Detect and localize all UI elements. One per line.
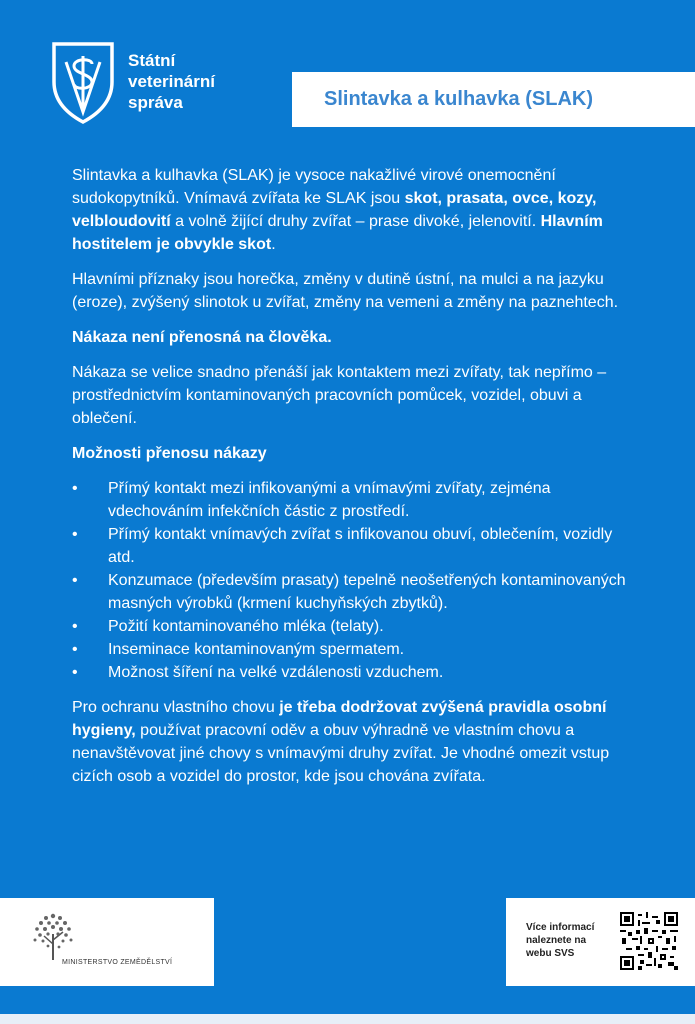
more-info-box — [506, 898, 695, 986]
intro-text: Slintavka a kulhavka (SLAK) je vysoce nakažlivé virové onemocnění sudokopytníků. Vnímavá zvířata ke SLAK jsou — [72, 167, 556, 207]
organization-name — [128, 50, 215, 113]
list-item: • Přímý kontakt mezi infikovanými a vnímavými zvířaty, zejména vdechováním infekčních částic z prostředí. — [72, 477, 642, 523]
list-item: • Možnost šíření na velké vzdálenosti vzduchem. — [72, 661, 642, 684]
intro-text: a volně žijící druhy zvířat – prase divoké, jelenovití. — [170, 213, 541, 230]
list-item: • Přímý kontakt vnímavých zvířat s infikovanou obuví, oblečením, vozidly atd. — [72, 523, 642, 569]
list-item: • Požití kontaminovaného mléka (telaty). — [72, 615, 642, 638]
list-item: • Konzumace (především prasaty) tepelně neošetřených kontaminovaných masných výrobků (krmení kuchyňských zbytků). — [72, 569, 642, 615]
main-content — [72, 164, 642, 800]
transmission-list — [72, 477, 642, 684]
protection-paragraph — [72, 696, 642, 788]
org-name-line: Státní — [128, 51, 176, 70]
qr-code-icon[interactable] — [620, 912, 678, 970]
intro-bold-text: Hlavním hostitelem je obvykle skot — [72, 213, 603, 253]
spread-paragraph: Nákaza se velice snadno přenáší jak kontaktem mezi zvířaty, tak nepřímo – prostřednictvím kontaminovaných pracovních pomůcek, vozidel, obuvi a oblečení. — [72, 364, 607, 427]
more-info-text: Více informací naleznete na webu SVS — [526, 922, 595, 959]
intro-bold-text: skot, prasata, ovce, kozy, velbloudovití — [72, 190, 597, 230]
intro-paragraph — [72, 164, 642, 256]
transmission-heading: Možnosti přenosu nákazy — [72, 445, 267, 462]
not-transmissible-heading: Nákaza není přenosná na člověka. — [72, 329, 332, 346]
ministry-logo-box — [0, 898, 214, 986]
title-banner — [292, 72, 695, 127]
protection-text: Pro ochranu vlastního chovu — [72, 699, 280, 716]
svs-shield-logo-icon — [50, 40, 116, 124]
org-name-line: veterinární — [128, 72, 215, 91]
list-item: • Inseminace kontaminovaným spermatem. — [72, 638, 642, 661]
ministry-name: MINISTERSTVO ZEMĚDĚLSTVÍ — [62, 959, 173, 966]
page-title: Slintavka a kulhavka (SLAK) — [324, 88, 593, 110]
intro-text: . — [271, 236, 276, 253]
org-name-line: správa — [128, 93, 183, 112]
symptoms-paragraph: Hlavními příznaky jsou horečka, změny v dutině ústní, na mulci a na jazyku (eroze), zvýšený slinotok u zvířat, změny na vemeni a změny na paznehtech. — [72, 271, 619, 311]
protection-bold-text: je třeba dodržovat zvýšená pravidla osobní hygieny, — [72, 699, 607, 739]
tree-logo-icon — [30, 910, 76, 962]
protection-text: používat pracovní oděv a obuv výhradně ve vlastním chovu a nenavštěvovat jiné chovy s vnímavými druhy zvířat. Je vhodné omezit vstup cizích osob a vozidel do prostor, kde jsou chována zvířata. — [72, 722, 610, 785]
